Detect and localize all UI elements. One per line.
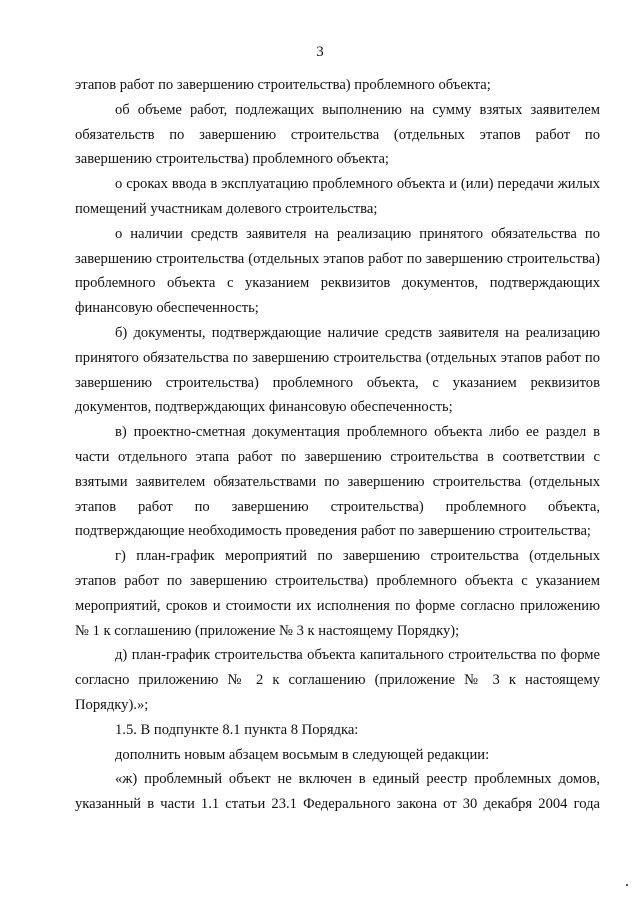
- paragraph-item-d: д) план-график строительства объекта капитального строительства по форме согласно приложению № 2 к соглашению (приложение № 3 к настоящему Порядку).»;: [75, 647, 600, 713]
- paragraph-commissioning-terms: о сроках ввода в эксплуатацию проблемного объекта и (или) передачи жилых помещений участникам долевого строительства;: [75, 176, 600, 217]
- page-number: 3: [316, 44, 324, 60]
- paragraph-section-1-5: 1.5. В подпункте 8.1 пункта 8 Порядка:: [115, 721, 359, 738]
- paragraph-work-volume: об объеме работ, подлежащих выполнению на сумму взятых заявителем обязательств по завершению строительства (отдельных этапов работ по завершению строительства) проблемного объекта;: [75, 101, 600, 168]
- paragraph-item-zh: «ж) проблемный объект не включен в единый реестр проблемных домов, указанный в части 1.1 статьи 23.1 Федерального закона от 30 декабря 2004 года: [75, 771, 600, 813]
- document-body: [75, 73, 600, 817]
- scan-mark: [626, 884, 628, 886]
- paragraph-item-g: г) план-график мероприятий по завершению строительства (отдельных этапов работ по завершению строительства) проблемного объекта с указанием мероприятий, сроков и стоимости их исполнения по форме согласно приложению № 1 к соглашению (приложение № 3 к настоящему Порядку);: [75, 548, 600, 639]
- paragraph-funds-availability: о наличии средств заявителя на реализацию принятого обязательства по завершению строительства (отдельных этапов работ по завершению строительства) проблемного объекта с указанием реквизитов документов, подтверждающих финансовую обеспеченность;: [75, 225, 600, 317]
- paragraph-item-b: б) документы, подтверждающие наличие средств заявителя на реализацию принятого обязательства по завершению строительства (отдельных этапов работ по завершению строительства) проблемного объекта, с указанием реквизитов документов, подтверждающих финансовую обеспеченность;: [75, 324, 600, 416]
- paragraph-continuation: этапов работ по завершению строительства) проблемного объекта;: [75, 77, 491, 93]
- paragraph-item-v: в) проектно-сметная документация проблемного объекта либо ее раздел в части отдельного этапа работ по завершению строительства в соответствии с взятыми заявителем обязательствами по завершению строительства (отдельных этапов работ по завершению строительства) проблемного объекта, подтверждающие необходимость проведения работ по завершению строительства;: [75, 424, 600, 540]
- paragraph-amendment-intro: дополнить новым абзацем восьмым в следующей редакции:: [115, 746, 490, 763]
